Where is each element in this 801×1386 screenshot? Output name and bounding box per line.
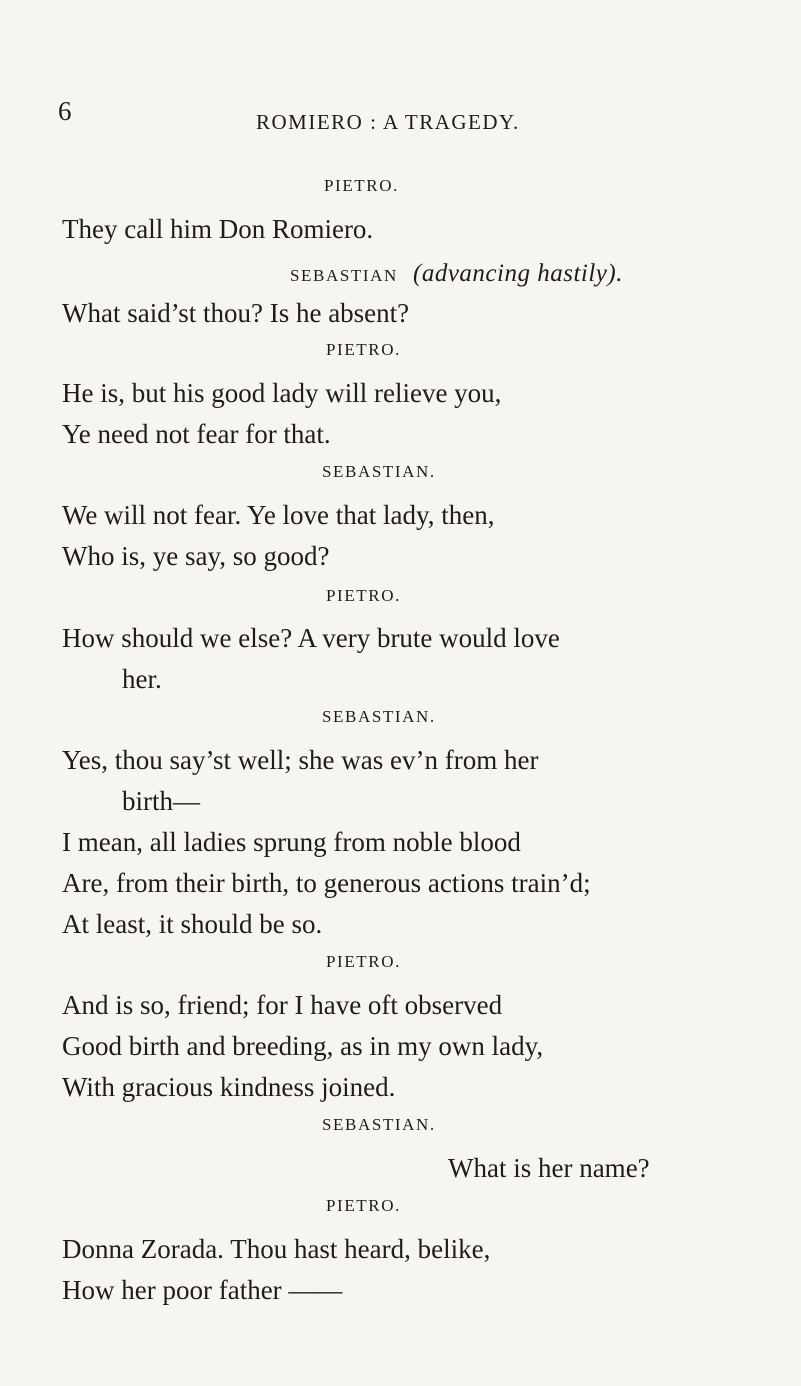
speaker-label: SEBASTIAN. (322, 462, 436, 481)
verse-line: Who is, ye say, so good? (62, 541, 330, 571)
running-head: ROMIERO : A TRAGEDY. (256, 110, 520, 134)
speaker-label: SEBASTIAN. (322, 1115, 436, 1134)
verse-line: I mean, all ladies sprung from noble blood (62, 827, 521, 857)
speaker-label: PIETRO. (326, 586, 401, 605)
speaker-label: SEBASTIAN. (322, 707, 436, 726)
verse-line: With gracious kindness joined. (62, 1072, 396, 1102)
verse-line: What said’st thou? Is he absent? (62, 298, 410, 328)
speaker-label: PIETRO. (326, 952, 401, 971)
verse-line: And is so, friend; for I have oft observed (62, 990, 503, 1020)
verse-line: Ye need not fear for that. (62, 419, 331, 449)
speaker-label: PIETRO. (324, 176, 399, 195)
verse-line: He is, but his good lady will relieve you, (62, 378, 502, 408)
verse-line: We will not fear. Ye love that lady, then, (62, 500, 495, 530)
verse-line: How should we else? A very brute would love (62, 623, 560, 653)
verse-line: birth— (122, 786, 200, 816)
verse-line: Yes, thou say’st well; she was ev’n from her (62, 745, 539, 775)
verse-line: What is her name? (448, 1153, 650, 1183)
verse-line: her. (122, 664, 162, 694)
speaker-label: PIETRO. (326, 1196, 401, 1215)
verse-line: They call him Don Romiero. (62, 214, 374, 244)
stage-direction: (advancing hastily). (413, 260, 623, 287)
verse-line: Good birth and breeding, as in my own lady, (62, 1031, 544, 1061)
verse-line: Are, from their birth, to generous actions train’d; (62, 868, 591, 898)
speaker-label: PIETRO. (326, 340, 401, 359)
verse-line: At least, it should be so. (62, 909, 323, 939)
page-number: 6 (58, 96, 72, 126)
verse-line: Donna Zorada. Thou hast heard, belike, (62, 1234, 491, 1264)
verse-line: How her poor father —— (62, 1275, 343, 1305)
speaker-label: SEBASTIAN (290, 266, 398, 285)
